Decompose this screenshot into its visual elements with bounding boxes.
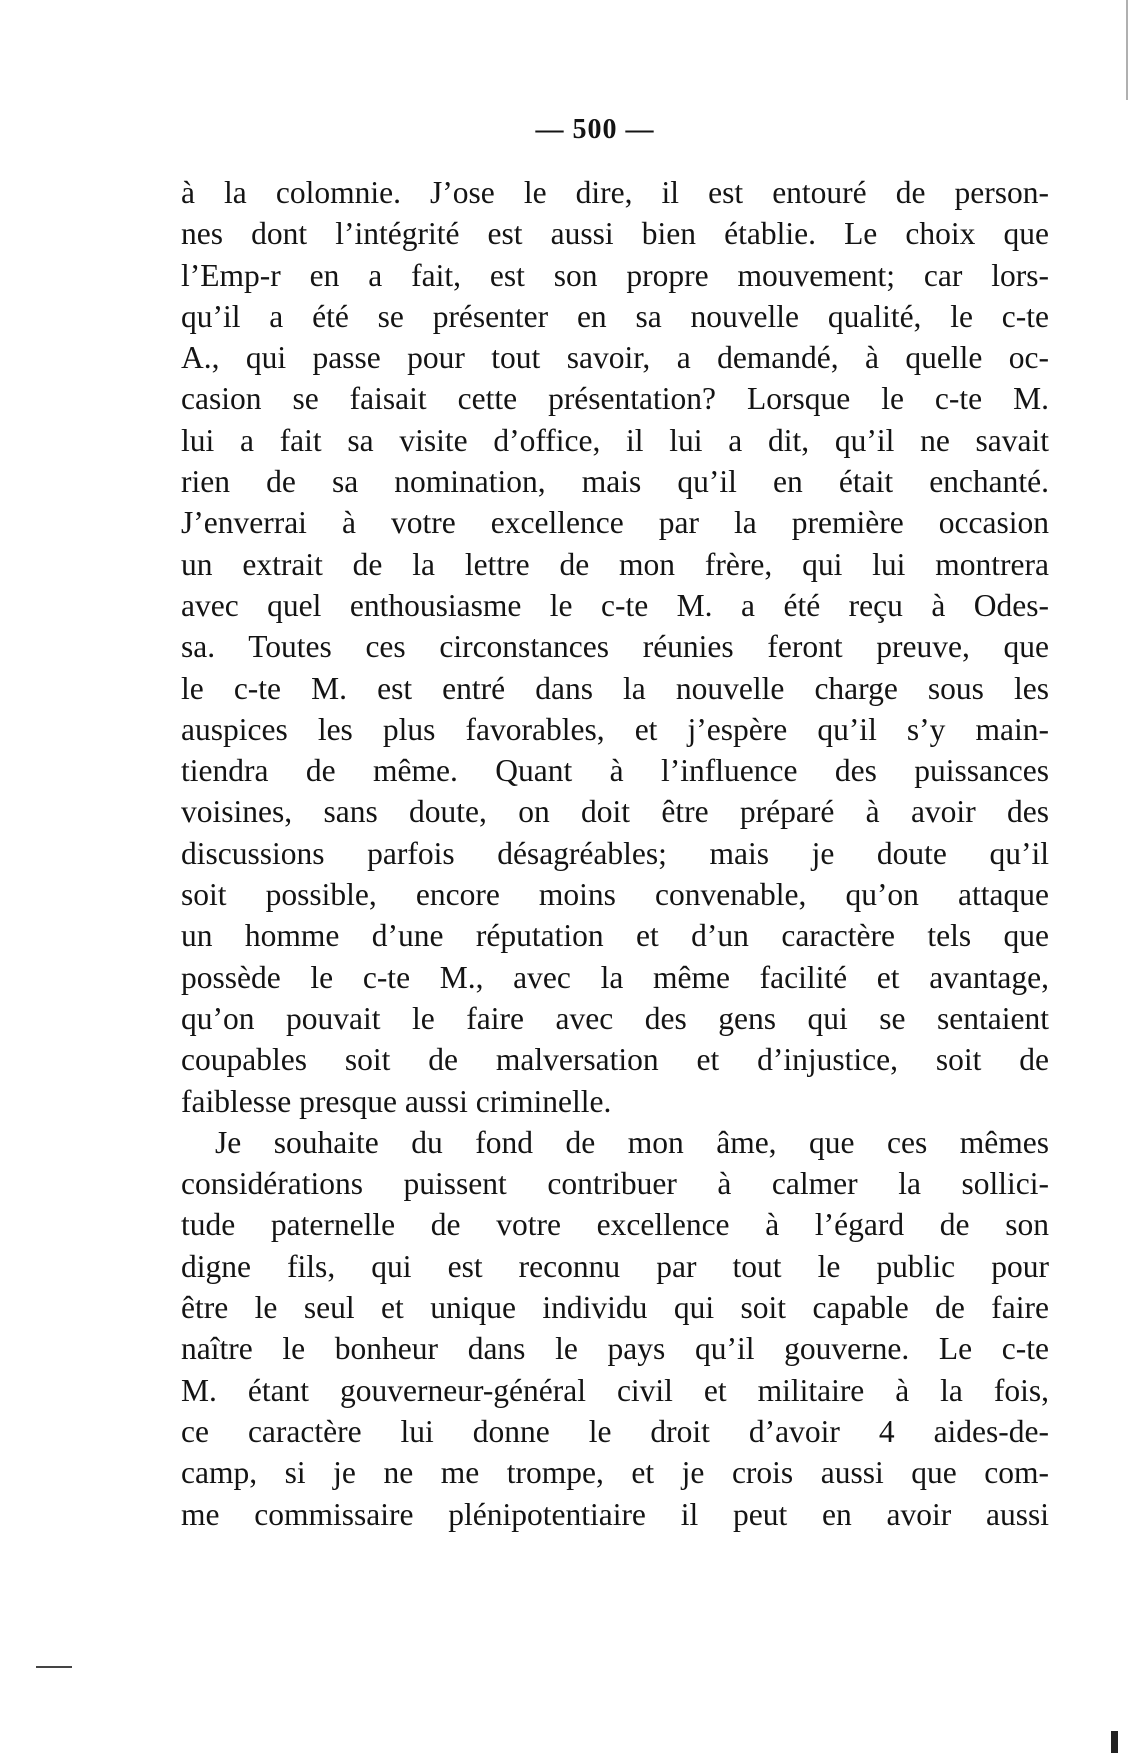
text-line: le c-te M. est entré dans la nouvelle charge sous les bbox=[181, 670, 1049, 706]
scan-corner-mark bbox=[1111, 1731, 1118, 1753]
text-line: auspices les plus favorables, et j’espère qu’il s’y main- bbox=[181, 711, 1049, 747]
paragraph-end-line: faiblesse presque aussi criminelle. bbox=[181, 1083, 612, 1119]
text-line: considérations puissent contribuer à calmer la sollici- bbox=[181, 1166, 1049, 1202]
text-line: soit possible, encore moins convenable, qu’on attaque bbox=[181, 877, 1049, 913]
text-line: lui a fait sa visite d’office, il lui a dit, qu’il ne savait bbox=[181, 422, 1049, 458]
text-line: être le seul et unique individu qui soit capable de faire bbox=[181, 1290, 1049, 1326]
paragraph-start-line: Je souhaite du fond de mon âme, que ces mêmes bbox=[215, 1124, 1049, 1160]
text-line: voisines, sans doute, on doit être préparé à avoir des bbox=[181, 794, 1049, 830]
text-line: ce caractère lui donne le droit d’avoir 4 aides-de- bbox=[181, 1413, 1049, 1449]
text-line: camp, si je ne me trompe, et je crois aussi que com- bbox=[181, 1455, 1049, 1491]
text-line: possède le c-te M., avec la même facilité et avantage, bbox=[181, 959, 1049, 995]
text-line: avec quel enthousiasme le c-te M. a été reçu à Odes- bbox=[181, 587, 1049, 623]
text-line: M. étant gouverneur-général civil et militaire à la fois, bbox=[181, 1372, 1049, 1408]
text-line: nes dont l’intégrité est aussi bien établie. Le choix que bbox=[181, 216, 1049, 252]
scan-margin-mark bbox=[36, 1666, 72, 1668]
text-line: casion se faisait cette présentation? Lorsque le c-te M. bbox=[181, 381, 1049, 417]
text-line: coupables soit de malversation et d’injustice, soit de bbox=[181, 1042, 1049, 1078]
text-line: qu’il a été se présenter en sa nouvelle qualité, le c-te bbox=[181, 298, 1049, 334]
text-line: A., qui passe pour tout savoir, a demandé, à quelle oc- bbox=[181, 340, 1049, 376]
text-line: discussions parfois désagréables; mais je doute qu’il bbox=[181, 835, 1049, 871]
text-line: sa. Toutes ces circonstances réunies feront preuve, que bbox=[181, 629, 1049, 665]
text-line: l’Emp-r en a fait, est son propre mouvement; car lors- bbox=[181, 257, 1049, 293]
text-line: naître le bonheur dans le pays qu’il gouverne. Le c-te bbox=[181, 1331, 1049, 1367]
text-line: J’enverrai à votre excellence par la première occasion bbox=[181, 505, 1049, 541]
scan-margin-rule bbox=[1126, 0, 1128, 100]
text-line: un extrait de la lettre de mon frère, qui lui montrera bbox=[181, 546, 1049, 582]
text-line: un homme d’une réputation et d’un caractère tels que bbox=[181, 918, 1049, 954]
text-line: me commissaire plénipotentiaire il peut en avoir aussi bbox=[181, 1496, 1049, 1532]
text-line: qu’on pouvait le faire avec des gens qui se sentaient bbox=[181, 1000, 1049, 1036]
text-line: digne fils, qui est reconnu par tout le public pour bbox=[181, 1248, 1049, 1284]
text-line: tude paternelle de votre excellence à l’égard de son bbox=[181, 1207, 1049, 1243]
body-text bbox=[181, 172, 1049, 1535]
text-line: à la colomnie. J’ose le dire, il est entouré de person- bbox=[181, 175, 1049, 210]
page-number: — 500 — bbox=[535, 114, 655, 145]
text-line: rien de sa nomination, mais qu’il en était enchanté. bbox=[181, 464, 1049, 500]
text-line: tiendra de même. Quant à l’influence des puissances bbox=[181, 753, 1049, 789]
